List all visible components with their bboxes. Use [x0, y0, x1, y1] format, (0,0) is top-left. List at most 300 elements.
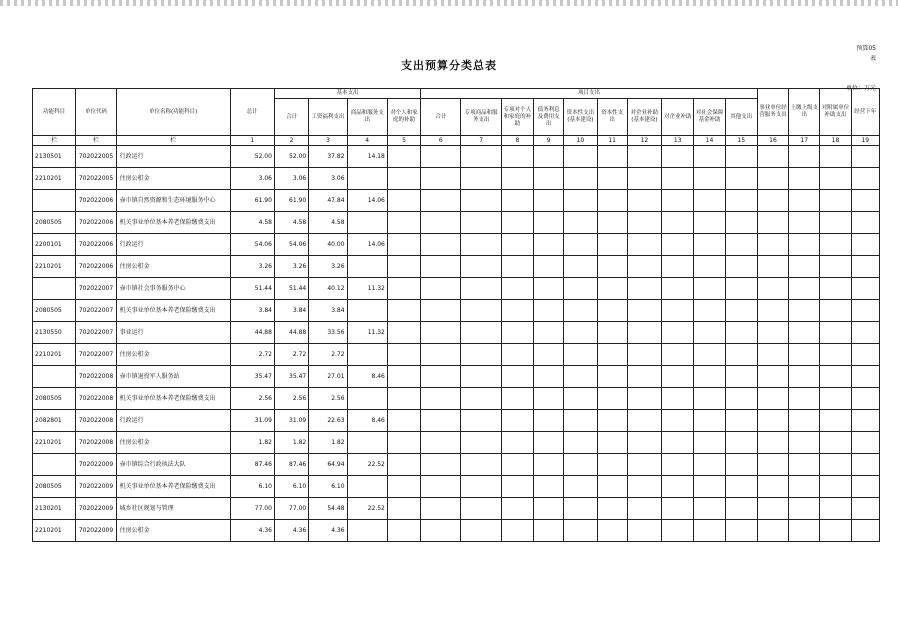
goods-cell	[347, 388, 387, 410]
empty-cell	[789, 190, 820, 212]
empty-cell	[662, 234, 694, 256]
empty-cell	[820, 212, 851, 234]
basic-total-cell: 87.46	[274, 454, 308, 476]
empty-cell	[421, 212, 461, 234]
header-basic-group: 基本支出	[274, 89, 420, 99]
empty-cell	[694, 366, 725, 388]
empty-cell	[694, 388, 725, 410]
header-project-2: 专项对个人和家庭的补助	[501, 99, 533, 136]
unit-name-cell: 壶市镇自然资源和生态环境服务中心	[116, 190, 230, 212]
empty-cell	[627, 366, 661, 388]
salary-cell: 33.56	[309, 322, 347, 344]
empty-cell	[820, 322, 851, 344]
column-index: 15	[725, 136, 757, 146]
empty-cell	[461, 234, 501, 256]
empty-cell	[851, 498, 879, 520]
empty-cell	[534, 146, 564, 168]
empty-cell	[387, 410, 420, 432]
unit-code-cell: 702022007	[76, 344, 116, 366]
unit-code-cell: 702022009	[76, 498, 116, 520]
empty-cell	[564, 190, 597, 212]
empty-cell	[597, 168, 627, 190]
empty-cell	[461, 476, 501, 498]
basic-total-cell: 3.26	[274, 256, 308, 278]
header-extra-1: 上缴上级支出	[789, 89, 820, 136]
column-index: 1	[230, 136, 274, 146]
header-basic-2: 商品和服务支出	[347, 99, 387, 136]
empty-cell	[501, 432, 533, 454]
empty-cell	[387, 344, 420, 366]
empty-cell	[421, 234, 461, 256]
empty-cell	[820, 190, 851, 212]
salary-cell: 3.84	[309, 300, 347, 322]
unit-code-cell: 702022007	[76, 322, 116, 344]
table-title: 支出预算分类总表	[401, 59, 497, 72]
unit-name-cell: 住房公积金	[116, 168, 230, 190]
function-code-cell: 2200101	[33, 234, 76, 256]
empty-cell	[757, 344, 788, 366]
table-row	[33, 322, 880, 344]
total-cell: 61.90	[230, 190, 274, 212]
goods-cell: 22.52	[347, 498, 387, 520]
salary-cell: 40.12	[309, 278, 347, 300]
empty-cell	[757, 212, 788, 234]
empty-cell	[694, 476, 725, 498]
function-code-cell: 2210201	[33, 168, 76, 190]
empty-cell	[501, 146, 533, 168]
empty-cell	[725, 300, 757, 322]
empty-cell	[501, 190, 533, 212]
basic-total-cell: 6.10	[274, 476, 308, 498]
empty-cell	[851, 388, 879, 410]
empty-cell	[789, 146, 820, 168]
table-row	[33, 498, 880, 520]
empty-cell	[694, 168, 725, 190]
empty-cell	[461, 168, 501, 190]
goods-cell	[347, 520, 387, 542]
function-code-cell: 2130550	[33, 322, 76, 344]
empty-cell	[789, 410, 820, 432]
empty-cell	[501, 168, 533, 190]
column-index: 2	[274, 136, 308, 146]
table-row	[33, 388, 880, 410]
empty-cell	[501, 498, 533, 520]
empty-cell	[461, 454, 501, 476]
empty-cell	[662, 256, 694, 278]
function-code-cell: 2210201	[33, 344, 76, 366]
unit-name-cell: 住房公积金	[116, 344, 230, 366]
empty-cell	[627, 410, 661, 432]
empty-cell	[725, 454, 757, 476]
empty-cell	[564, 256, 597, 278]
salary-cell: 22.63	[309, 410, 347, 432]
basic-total-cell: 51.44	[274, 278, 308, 300]
empty-cell	[534, 520, 564, 542]
empty-cell	[387, 520, 420, 542]
salary-cell: 27.01	[309, 366, 347, 388]
empty-cell	[757, 366, 788, 388]
salary-cell: 1.82	[309, 432, 347, 454]
function-code-cell: 2080505	[33, 388, 76, 410]
empty-cell	[820, 410, 851, 432]
empty-cell	[820, 476, 851, 498]
function-code-cell: 2210201	[33, 520, 76, 542]
empty-cell	[564, 344, 597, 366]
empty-cell	[725, 322, 757, 344]
empty-cell	[534, 256, 564, 278]
empty-cell	[387, 278, 420, 300]
header-project-7: 对企业补助	[662, 99, 694, 136]
empty-cell	[789, 278, 820, 300]
empty-cell	[597, 212, 627, 234]
empty-cell	[725, 278, 757, 300]
empty-cell	[534, 168, 564, 190]
empty-cell	[627, 278, 661, 300]
column-index: 9	[534, 136, 564, 146]
column-index: 5	[387, 136, 420, 146]
header-project-4: 资本性支出(基本建设)	[564, 99, 597, 136]
empty-cell	[564, 366, 597, 388]
unit-name-cell: 行政运行	[116, 234, 230, 256]
empty-cell	[387, 190, 420, 212]
empty-cell	[694, 256, 725, 278]
header-basic-0: 合计	[274, 99, 308, 136]
empty-cell	[789, 344, 820, 366]
empty-cell	[851, 366, 879, 388]
basic-total-cell: 2.72	[274, 344, 308, 366]
empty-cell	[789, 498, 820, 520]
basic-total-cell: 44.88	[274, 322, 308, 344]
total-cell: 54.06	[230, 234, 274, 256]
header-basic-1: 工资福利支出	[309, 99, 347, 136]
empty-cell	[851, 454, 879, 476]
empty-cell	[694, 344, 725, 366]
column-index: 3	[309, 136, 347, 146]
unit-name-cell: 机关事业单位基本养老保险缴费支出	[116, 476, 230, 498]
empty-cell	[694, 190, 725, 212]
empty-cell	[597, 300, 627, 322]
salary-cell: 6.10	[309, 476, 347, 498]
header-extra-2: 对附属单位补助支出	[820, 89, 851, 136]
column-index: 13	[662, 136, 694, 146]
empty-cell	[461, 256, 501, 278]
function-code-cell: 2210201	[33, 432, 76, 454]
empty-cell	[851, 278, 879, 300]
empty-cell	[820, 454, 851, 476]
empty-cell	[534, 190, 564, 212]
empty-cell	[387, 322, 420, 344]
header-project-9: 其他支出	[725, 99, 757, 136]
empty-cell	[627, 146, 661, 168]
unit-name-cell: 事业运行	[116, 322, 230, 344]
empty-cell	[461, 190, 501, 212]
empty-cell	[789, 366, 820, 388]
empty-cell	[597, 520, 627, 542]
total-cell: 87.46	[230, 454, 274, 476]
unit-name-cell: 机关事业单位基本养老保险缴费支出	[116, 388, 230, 410]
empty-cell	[725, 212, 757, 234]
empty-cell	[820, 498, 851, 520]
unit-name-cell: 城乡社区规划与管理	[116, 498, 230, 520]
empty-cell	[725, 498, 757, 520]
total-cell: 31.09	[230, 410, 274, 432]
header-unit-code: 单位代码	[76, 89, 116, 136]
empty-cell	[421, 476, 461, 498]
empty-cell	[820, 146, 851, 168]
empty-cell	[461, 498, 501, 520]
empty-cell	[757, 432, 788, 454]
basic-total-cell: 54.06	[274, 234, 308, 256]
unit-name-cell: 机关事业单位基本养老保险缴费支出	[116, 212, 230, 234]
empty-cell	[725, 388, 757, 410]
empty-cell	[851, 212, 879, 234]
empty-cell	[789, 212, 820, 234]
basic-total-cell: 3.84	[274, 300, 308, 322]
empty-cell	[662, 190, 694, 212]
salary-cell: 3.06	[309, 168, 347, 190]
column-index: 4	[347, 136, 387, 146]
empty-cell	[501, 388, 533, 410]
empty-cell	[501, 256, 533, 278]
empty-cell	[662, 498, 694, 520]
salary-cell: 54.48	[309, 498, 347, 520]
empty-cell	[820, 344, 851, 366]
empty-cell	[534, 322, 564, 344]
empty-cell	[461, 366, 501, 388]
total-cell: 1.82	[230, 432, 274, 454]
empty-cell	[387, 256, 420, 278]
basic-total-cell: 2.56	[274, 388, 308, 410]
empty-cell	[501, 520, 533, 542]
function-code-cell	[33, 190, 76, 212]
empty-cell	[820, 278, 851, 300]
unit-code-cell: 702022008	[76, 366, 116, 388]
salary-cell: 3.26	[309, 256, 347, 278]
empty-cell	[501, 476, 533, 498]
empty-cell	[662, 278, 694, 300]
table-row	[33, 344, 880, 366]
unit-name-cell: 行政运行	[116, 410, 230, 432]
empty-cell	[461, 278, 501, 300]
empty-cell	[387, 212, 420, 234]
empty-cell	[694, 146, 725, 168]
total-cell: 2.72	[230, 344, 274, 366]
function-code-cell	[33, 454, 76, 476]
empty-cell	[757, 322, 788, 344]
unit-code-cell: 702022006	[76, 212, 116, 234]
empty-cell	[501, 300, 533, 322]
column-index-row	[33, 136, 880, 146]
unit-code-cell: 702022007	[76, 300, 116, 322]
stub-mark: 栏	[76, 136, 116, 146]
empty-cell	[461, 300, 501, 322]
column-index: 7	[461, 136, 501, 146]
header-project-3: 债务利息及费用支出	[534, 99, 564, 136]
empty-cell	[387, 432, 420, 454]
goods-cell	[347, 300, 387, 322]
column-index: 6	[421, 136, 461, 146]
basic-total-cell: 77.00	[274, 498, 308, 520]
empty-cell	[757, 520, 788, 542]
empty-cell	[627, 168, 661, 190]
empty-cell	[820, 366, 851, 388]
total-cell: 4.36	[230, 520, 274, 542]
empty-cell	[662, 454, 694, 476]
table-row	[33, 146, 880, 168]
empty-cell	[789, 388, 820, 410]
empty-cell	[627, 300, 661, 322]
goods-cell: 14.18	[347, 146, 387, 168]
empty-cell	[597, 454, 627, 476]
empty-cell	[534, 388, 564, 410]
stub-mark: 栏	[33, 136, 76, 146]
unit-name-cell: 住房公积金	[116, 256, 230, 278]
empty-cell	[564, 520, 597, 542]
empty-cell	[851, 322, 879, 344]
goods-cell: 22.52	[347, 454, 387, 476]
goods-cell	[347, 212, 387, 234]
empty-cell	[694, 234, 725, 256]
salary-cell: 2.56	[309, 388, 347, 410]
unit-name-cell: 壶市镇综合行政执法大队	[116, 454, 230, 476]
goods-cell: 8.46	[347, 366, 387, 388]
empty-cell	[421, 410, 461, 432]
table-row	[33, 300, 880, 322]
empty-cell	[564, 278, 597, 300]
empty-cell	[789, 256, 820, 278]
total-cell: 77.00	[230, 498, 274, 520]
empty-cell	[757, 278, 788, 300]
empty-cell	[789, 520, 820, 542]
empty-cell	[757, 190, 788, 212]
empty-cell	[627, 476, 661, 498]
empty-cell	[725, 146, 757, 168]
empty-cell	[694, 410, 725, 432]
empty-cell	[461, 520, 501, 542]
empty-cell	[564, 300, 597, 322]
column-index: 17	[789, 136, 820, 146]
empty-cell	[597, 410, 627, 432]
empty-cell	[757, 454, 788, 476]
column-index: 12	[627, 136, 661, 146]
unit-code-cell: 702022009	[76, 476, 116, 498]
empty-cell	[461, 344, 501, 366]
empty-cell	[662, 322, 694, 344]
function-code-cell: 2210201	[33, 256, 76, 278]
unit-label: 单位：万元	[845, 85, 876, 92]
header-project-8: 对社会保障基金补助	[694, 99, 725, 136]
empty-cell	[421, 454, 461, 476]
basic-total-cell: 1.82	[274, 432, 308, 454]
empty-cell	[534, 432, 564, 454]
empty-cell	[461, 146, 501, 168]
empty-cell	[725, 476, 757, 498]
basic-total-cell: 3.06	[274, 168, 308, 190]
empty-cell	[662, 410, 694, 432]
empty-cell	[421, 520, 461, 542]
total-cell: 3.26	[230, 256, 274, 278]
empty-cell	[564, 498, 597, 520]
empty-cell	[662, 388, 694, 410]
table-head	[33, 89, 880, 136]
empty-cell	[501, 278, 533, 300]
empty-cell	[851, 190, 879, 212]
column-index: 8	[501, 136, 533, 146]
empty-cell	[421, 300, 461, 322]
unit-code-cell: 702022006	[76, 256, 116, 278]
empty-cell	[501, 234, 533, 256]
empty-cell	[461, 388, 501, 410]
goods-cell	[347, 432, 387, 454]
salary-cell: 64.94	[309, 454, 347, 476]
empty-cell	[387, 476, 420, 498]
empty-cell	[725, 520, 757, 542]
empty-cell	[387, 454, 420, 476]
table-row	[33, 234, 880, 256]
empty-cell	[461, 322, 501, 344]
table-row	[33, 432, 880, 454]
empty-cell	[694, 212, 725, 234]
empty-cell	[421, 190, 461, 212]
empty-cell	[789, 454, 820, 476]
empty-cell	[851, 410, 879, 432]
empty-cell	[387, 388, 420, 410]
empty-cell	[694, 322, 725, 344]
empty-cell	[662, 432, 694, 454]
unit-name-cell: 壶市镇退役军人服务站	[116, 366, 230, 388]
empty-cell	[534, 454, 564, 476]
empty-cell	[501, 454, 533, 476]
column-index: 19	[851, 136, 879, 146]
empty-cell	[597, 322, 627, 344]
empty-cell	[725, 410, 757, 432]
header-extra-3: 经营下年	[851, 89, 879, 136]
goods-cell: 11.32	[347, 278, 387, 300]
empty-cell	[421, 322, 461, 344]
total-cell: 2.56	[230, 388, 274, 410]
empty-cell	[534, 476, 564, 498]
budget-table	[32, 88, 880, 542]
empty-cell	[627, 234, 661, 256]
empty-cell	[597, 278, 627, 300]
table-row	[33, 366, 880, 388]
empty-cell	[387, 498, 420, 520]
empty-cell	[387, 300, 420, 322]
empty-cell	[564, 146, 597, 168]
empty-cell	[421, 168, 461, 190]
unit-code-cell: 702022007	[76, 278, 116, 300]
empty-cell	[851, 256, 879, 278]
empty-cell	[421, 146, 461, 168]
empty-cell	[627, 498, 661, 520]
unit-code-cell: 702022006	[76, 234, 116, 256]
empty-cell	[851, 432, 879, 454]
goods-cell	[347, 476, 387, 498]
empty-cell	[597, 388, 627, 410]
empty-cell	[627, 256, 661, 278]
unit-name-cell: 住房公积金	[116, 432, 230, 454]
empty-cell	[461, 432, 501, 454]
total-cell: 3.84	[230, 300, 274, 322]
unit-code-cell: 702022008	[76, 432, 116, 454]
empty-cell	[851, 344, 879, 366]
empty-cell	[534, 234, 564, 256]
empty-cell	[421, 432, 461, 454]
empty-cell	[564, 234, 597, 256]
unit-name-cell: 行政运行	[116, 146, 230, 168]
empty-cell	[694, 520, 725, 542]
empty-cell	[534, 212, 564, 234]
